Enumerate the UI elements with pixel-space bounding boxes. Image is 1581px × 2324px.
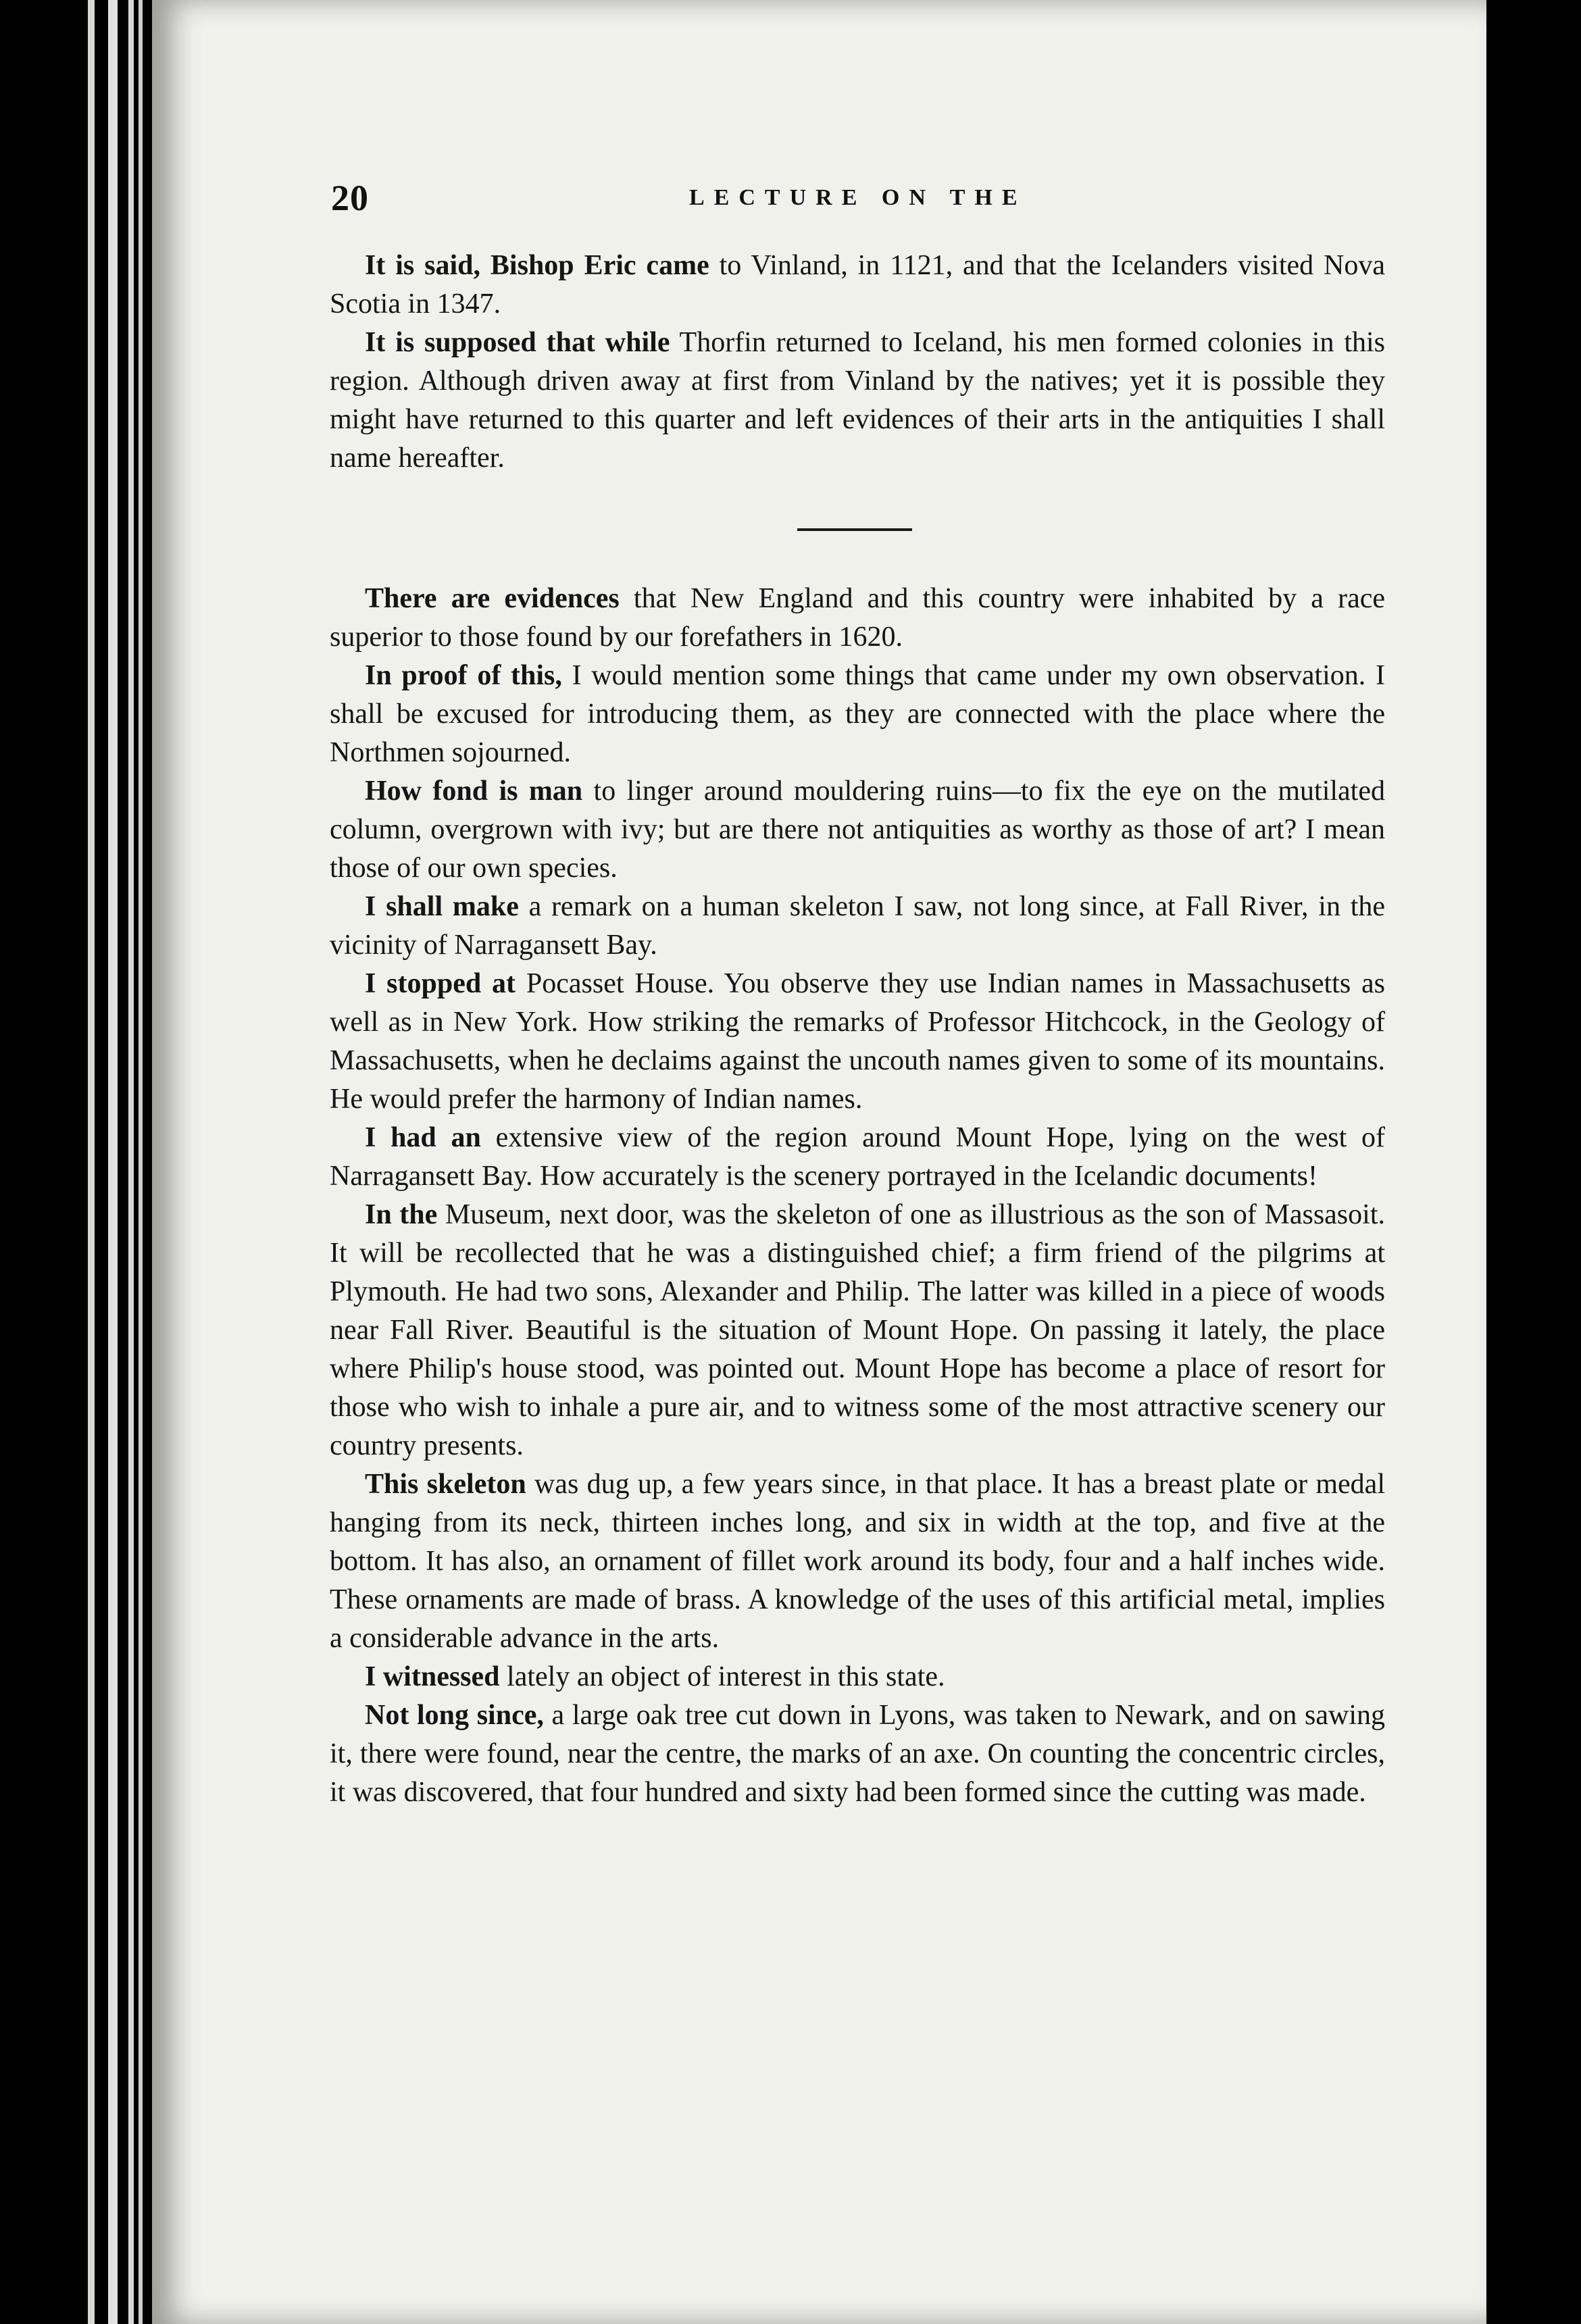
header-title: LECTURE ON THE <box>689 185 1027 210</box>
paragraph-text: a remark on a human skeleton I saw, not long since, at Fall River, in the vicinity of Narragansett Bay. <box>330 891 1386 961</box>
paragraph-lead: In proof of this, <box>365 660 562 691</box>
paragraph <box>330 888 1385 965</box>
running-header <box>331 177 1392 224</box>
paragraph <box>330 247 1385 324</box>
paragraph-text: lately an object of interest in this state. <box>499 1661 945 1692</box>
paragraph-text: a large oak tree cut down in Lyons, was taken to Newark, and on sawing it, there were found, near the centre, the marks of an axe. On counting the concentric circles, it was discovered, that four hundred and sixty had been formed since the cutting was made. <box>330 1700 1385 1808</box>
binding-shadow <box>108 0 118 2324</box>
paragraph-lead: There are evidences <box>365 583 620 614</box>
paragraph-text: was dug up, a few years since, in that place. It has a breast plate or medal hanging from its neck, thirteen inches long, and six in width at the top, and five at the bottom. It has also, an ornament of fillet work around its body, four and a half inches wide. These ornaments are made of brass. A knowledge of the uses of this artificial metal, implies a considerable advance in the arts. <box>330 1469 1385 1654</box>
paragraph <box>330 657 1385 772</box>
paragraph <box>330 324 1385 478</box>
paragraph-lead: I stopped at <box>365 968 516 999</box>
main-text-block <box>330 580 1385 1812</box>
paragraph-lead: In the <box>365 1199 438 1230</box>
binding-shadow <box>88 0 95 2324</box>
paragraph <box>330 1696 1385 1812</box>
paragraph-text: to linger around mouldering ruins—to fix the eye on the mutilated column, overgrown with ivy; but are there not antiquities as worthy as those of art? I mean those of our own species. <box>330 776 1385 884</box>
paragraph-text: that New England and this country were inhabited by a race superior to those found by our forefathers in 1620. <box>330 583 1385 653</box>
paragraph-text: Thorfin returned to Iceland, his men formed colonies in this region. Although driven away at first from Vinland by the natives; yet it is possible they might have returned to this quarter and left evidences of their arts in the antiquities I shall name hereafter. <box>330 327 1385 474</box>
page-number: 20 <box>331 178 369 218</box>
paragraph-lead: It is supposed that while <box>365 327 670 358</box>
paragraph <box>330 772 1385 888</box>
paragraph-lead: This skeleton <box>365 1469 526 1500</box>
paragraph-text: Pocasset House. You observe they use Indian names in Massachusetts as well as in New York. How striking the remarks of Professor Hitchcock, in the Geology of Massachusetts, when he declaims against the uncouth names given to some of its mountains. He would prefer the harmony of Indian names. <box>330 968 1385 1115</box>
top-text-block <box>330 247 1385 478</box>
paragraph-text: extensive view of the region around Mount Hope, lying on the west of Narragansett Bay. How accurately is the scenery portrayed in the Icelandic documents! <box>330 1122 1386 1192</box>
paragraph-text: Museum, next door, was the skeleton of one as illustrious as the son of Massasoit. It will be recollected that he was a distinguished chief; a firm friend of the pilgrims at Plymouth. He had two sons, Alexander and Philip. The latter was killed in a piece of woods near Fall River. Beautiful is the situation of Mount Hope. On passing it lately, the place where Philip's house stood, was pointed out. Mount Hope has become a place of resort for those who wish to inhale a pure air, and to witness some of the most attractive scenery our country presents. <box>330 1199 1385 1461</box>
section-divider <box>797 528 912 531</box>
paragraph <box>330 580 1385 657</box>
paragraph-lead: How fond is man <box>365 776 583 807</box>
paragraph-text: I would mention some things that came under my own observation. I shall be excused for introducing them, as they are connected with the place where the Northmen sojourned. <box>330 660 1385 768</box>
paragraph-lead: I had an <box>365 1122 481 1153</box>
paragraph-lead: It is said, Bishop Eric came <box>365 250 709 281</box>
paragraph <box>330 1465 1385 1658</box>
binding-shadow <box>128 0 134 2324</box>
paragraph <box>330 1119 1385 1196</box>
paragraph <box>330 1658 1385 1696</box>
paragraph-lead: I shall make <box>365 891 519 922</box>
paragraph <box>330 1196 1385 1465</box>
paragraph <box>330 965 1385 1119</box>
binding-shadow <box>139 0 143 2324</box>
paragraph-lead: I witnessed <box>365 1661 500 1692</box>
paragraph-text: to Vinland, in 1121, and that the Icelanders visited Nova Scotia in 1347. <box>330 250 1385 320</box>
paragraph-lead: Not long since, <box>365 1700 544 1731</box>
